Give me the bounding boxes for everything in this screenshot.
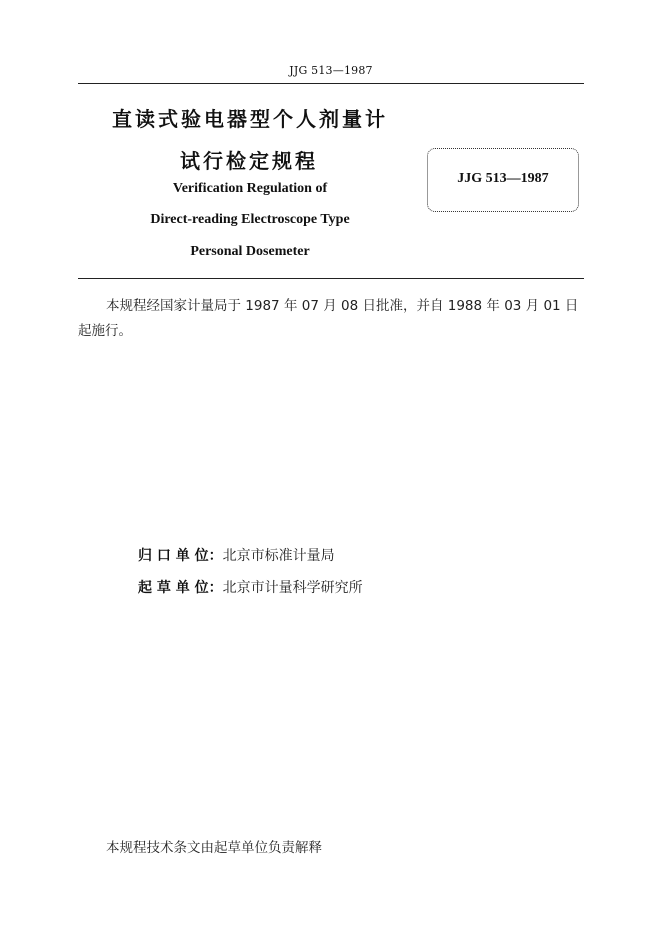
title-english-line-2: Direct-reading Electroscope Type [150, 212, 350, 227]
drafting-unit-label: 起 草 单 位： [138, 580, 223, 596]
standard-code-box [427, 148, 579, 212]
title-english-line-1: Verification Regulation of [172, 181, 328, 196]
title-chinese-line-2: 试行检定规程 [180, 149, 318, 173]
responsible-unit-row [138, 545, 335, 565]
interpretation-note: 本规程技术条文由起草单位负责解释 [106, 840, 322, 856]
responsible-unit-value: 北京市标准计量局 [222, 548, 335, 564]
approval-text-line-2: 起施行。 [78, 323, 132, 339]
approval-text-line-1: 本规程经国家计量局于 1987 年 07 月 08 日批准，并自 1988 年 03 月 01 日 [106, 298, 579, 314]
drafting-unit-value: 北京市计量科学研究所 [222, 580, 363, 596]
title-english-line-3: Personal Dosemeter [190, 244, 310, 259]
title-chinese-line-1: 直读式验电器型个人剂量计 [112, 107, 388, 131]
drafting-unit-row [138, 577, 363, 597]
title-divider [78, 278, 584, 279]
header-divider [78, 83, 584, 84]
standard-code-box-text: JJG 513—1987 [457, 171, 549, 186]
responsible-unit-label: 归 口 单 位： [138, 548, 223, 564]
header-standard-code: JJG 513—1987 [289, 64, 373, 77]
